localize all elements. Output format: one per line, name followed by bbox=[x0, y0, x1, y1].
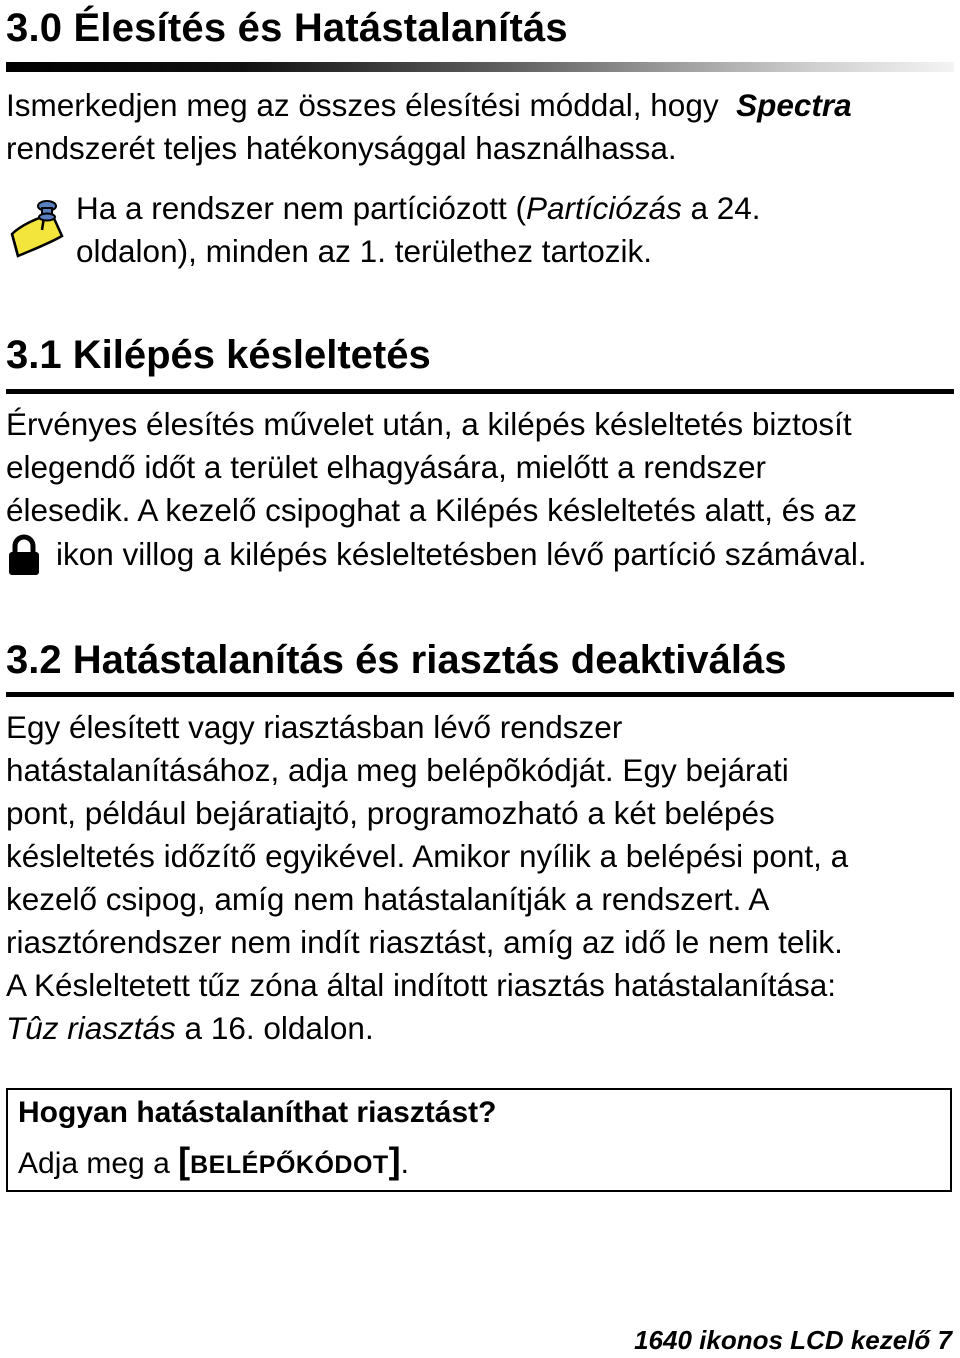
lock-icon bbox=[6, 533, 42, 577]
note-pre: Ha a rendszer nem partíciózott ( bbox=[76, 190, 526, 226]
intro-line-2: rendszerét teljes hatékonysággal használhassa. bbox=[6, 130, 677, 166]
disarm-line-8 bbox=[6, 1007, 954, 1050]
exit-delay-line-3: élesedik. A kezelő csipoghat a Kilépés késleltetés alatt, és az bbox=[6, 492, 858, 528]
box-answer bbox=[18, 1140, 409, 1182]
page-footer: 1640 ikonos LCD kezelő 7 bbox=[634, 1325, 952, 1355]
disarm-line-7: A Késleltetett tűz zóna által indított riasztás hatástalanítása: bbox=[6, 967, 836, 1003]
disarm-line-3: pont, például bejáratiajtó, programozható a két belépés bbox=[6, 795, 775, 831]
note-text bbox=[76, 187, 876, 273]
section-rule bbox=[6, 389, 954, 394]
disarm-line-4: késleltetés időzítő egyikével. Amikor nyílik a belépési pont, a bbox=[6, 838, 849, 874]
note-ref: Partíciózás bbox=[525, 190, 682, 226]
disarm-line-1: Egy élesített vagy riasztásban lévő rendszer bbox=[6, 709, 623, 745]
how-to-disarm-box bbox=[6, 1088, 952, 1192]
section-rule bbox=[6, 692, 954, 697]
box-question: Hogyan hatástalaníthat riasztást? bbox=[18, 1096, 497, 1129]
pushpin-note-icon bbox=[6, 196, 70, 260]
open-bracket: [ bbox=[178, 1140, 191, 1181]
fire-alarm-ref: Tûz riasztás bbox=[6, 1010, 176, 1046]
disarm-line-6: riasztórendszer nem indít riasztást, amíg az idő le nem telik. bbox=[6, 924, 843, 960]
exit-delay-line-2: elegendő időt a terület elhagyására, mielőtt a rendszer bbox=[6, 449, 766, 485]
note-post: a 24. oldalon), minden az 1. területhez tartozik. bbox=[76, 190, 761, 269]
exit-delay-line-4 bbox=[6, 533, 867, 576]
disarm-line-2: hatástalanításához, adja meg belépõkódját. Egy bejárati bbox=[6, 752, 789, 788]
intro-line-1 bbox=[6, 84, 954, 127]
section-heading-exit-delay: 3.1 Kilépés késleltetés bbox=[6, 333, 431, 377]
box-answer-post: . bbox=[400, 1147, 410, 1180]
fire-alarm-ref-post: a 16. oldalon. bbox=[175, 1010, 374, 1046]
access-code-key: BELÉPŐKÓDOT bbox=[190, 1151, 389, 1179]
exit-delay-line-1: Érvényes élesítés művelet után, a kilépés késleltetés biztosít bbox=[6, 406, 852, 442]
box-answer-pre: Adja meg a bbox=[18, 1147, 179, 1180]
close-bracket: ] bbox=[388, 1140, 401, 1181]
page-title: 3.0 Élesítés és Hatástalanítás bbox=[6, 6, 568, 50]
intro-text: Ismerkedjen meg az összes élesítési móddal, hogy bbox=[6, 87, 719, 123]
disarm-line-5: kezelő csipog, amíg nem hatástalanítják a rendszert. A bbox=[6, 881, 770, 917]
brand-name: Spectra bbox=[736, 87, 852, 123]
lock-line-text: ikon villog a kilépés késleltetésben lévő partíció számával. bbox=[56, 536, 867, 572]
section-heading-disarm: 3.2 Hatástalanítás és riasztás deaktiválás bbox=[6, 638, 787, 682]
title-rule bbox=[6, 62, 954, 72]
